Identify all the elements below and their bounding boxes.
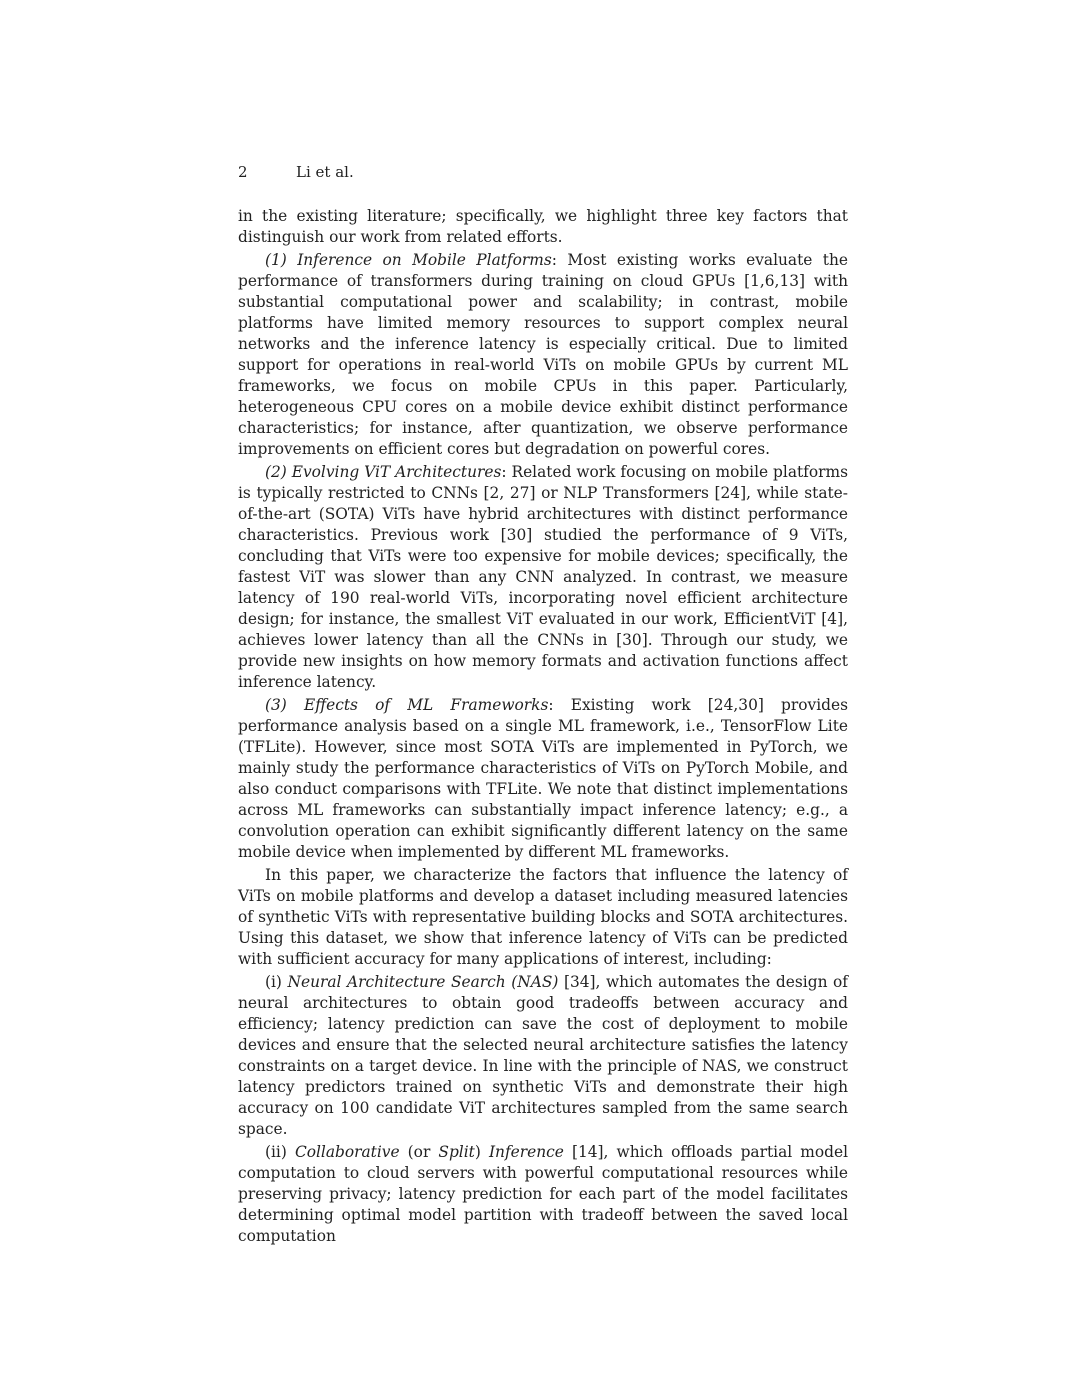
paragraph-mobile-platforms: (1) Inference on Mobile Platforms: Most existing works evaluate the performance of transformers during training on cloud GPUs [1,6,13] with substantial computational power and scalability; in contrast, mobile platforms have limited memory resources to support complex neural networks and the inference latency is especially critical. Due to limited support for operations in real-world ViTs on mobile GPUs by current ML frameworks, we focus on mobile CPUs in this paper. Particularly, heterogeneous CPU cores on a mobile device exhibit distinct performance characteristics; for instance, after quantization, we observe performance improvements on efficient cores but degradation on powerful cores. bbox=[238, 251, 849, 458]
paragraph-ml-frameworks: (3) Effects of ML Frameworks: Existing work [24,30] provides performance analysis based on a single ML framework, i.e., TensorFlow Lite (TFLite). However, since most SOTA ViTs are implemented in PyTorch, we mainly study the performance characteristics of ViTs on PyTorch Mobile, and also conduct comparisons with TFLite. We note that distinct implementations across ML frameworks can substantially impact inference latency; e.g., a convolution operation can exhibit significantly different latency on the same mobile device when implemented by different ML frameworks. bbox=[238, 696, 848, 861]
paragraph-lead: (1) Inference on Mobile Platforms bbox=[265, 251, 552, 269]
paragraph-lead: (2) Evolving ViT Architectures bbox=[265, 463, 502, 481]
page-header bbox=[238, 162, 354, 182]
paragraph-this-paper: In this paper, we characterize the factors that influence the latency of ViTs on mobile platforms and develop a dataset including measured latencies of synthetic ViTs with representative building blocks and SOTA architectures. Using this dataset, we show that inference latency of ViTs can be predicted with sufficient accuracy for many applications of interest, including: bbox=[238, 866, 848, 968]
running-authors: Li et al. bbox=[296, 163, 354, 181]
main-text bbox=[238, 206, 848, 1249]
paragraph-lead: (3) Effects of ML Frameworks bbox=[265, 696, 549, 714]
paragraph-nas: (i) Neural Architecture Search (NAS) [34], which automates the design of neural architectures to obtain good tradeoffs between accuracy and efficiency; latency prediction can save the cost of deployment to mobile devices and ensure that the selected neural architecture satisfies the latency constraints on a target device. In line with the principle of NAS, we construct latency predictors trained on synthetic ViTs and demonstrate their high accuracy on 100 candidate ViT architectures sampled from the same search space. bbox=[238, 973, 849, 1138]
paragraph-collaborative: (ii) Collaborative (or Split) Inference [14], which offloads partial model computation to cloud servers with powerful computational resources while preserving privacy; latency prediction for each part of the model facilitates determining optimal model partition with tradeoff between the saved local computation bbox=[238, 1143, 849, 1245]
paragraph-vit-architectures: (2) Evolving ViT Architectures: Related work focusing on mobile platforms is typically restricted to CNNs [2, 27] or NLP Transformers [24], while state-of-the-art (SOTA) ViTs have hybrid architectures with distinct performance characteristics. Previous work [30] studied the performance of 9 ViTs, concluding that ViTs were too expensive for mobile devices; specifically, the fastest ViT was slower than any CNN analyzed. In contrast, we measure latency of 190 real-world ViTs, incorporating novel efficient architecture design; for instance, the smallest ViT evaluated in our work, EfficientViT [4], achieves lower latency than all the CNNs in [30]. Through our study, we provide new insights on how memory formats and activation functions affect inference latency. bbox=[238, 463, 848, 691]
paragraph-intro: in the existing literature; specifically, we highlight three key factors that distinguish our work from related efforts. bbox=[238, 207, 848, 246]
page-number: 2 bbox=[238, 163, 248, 181]
